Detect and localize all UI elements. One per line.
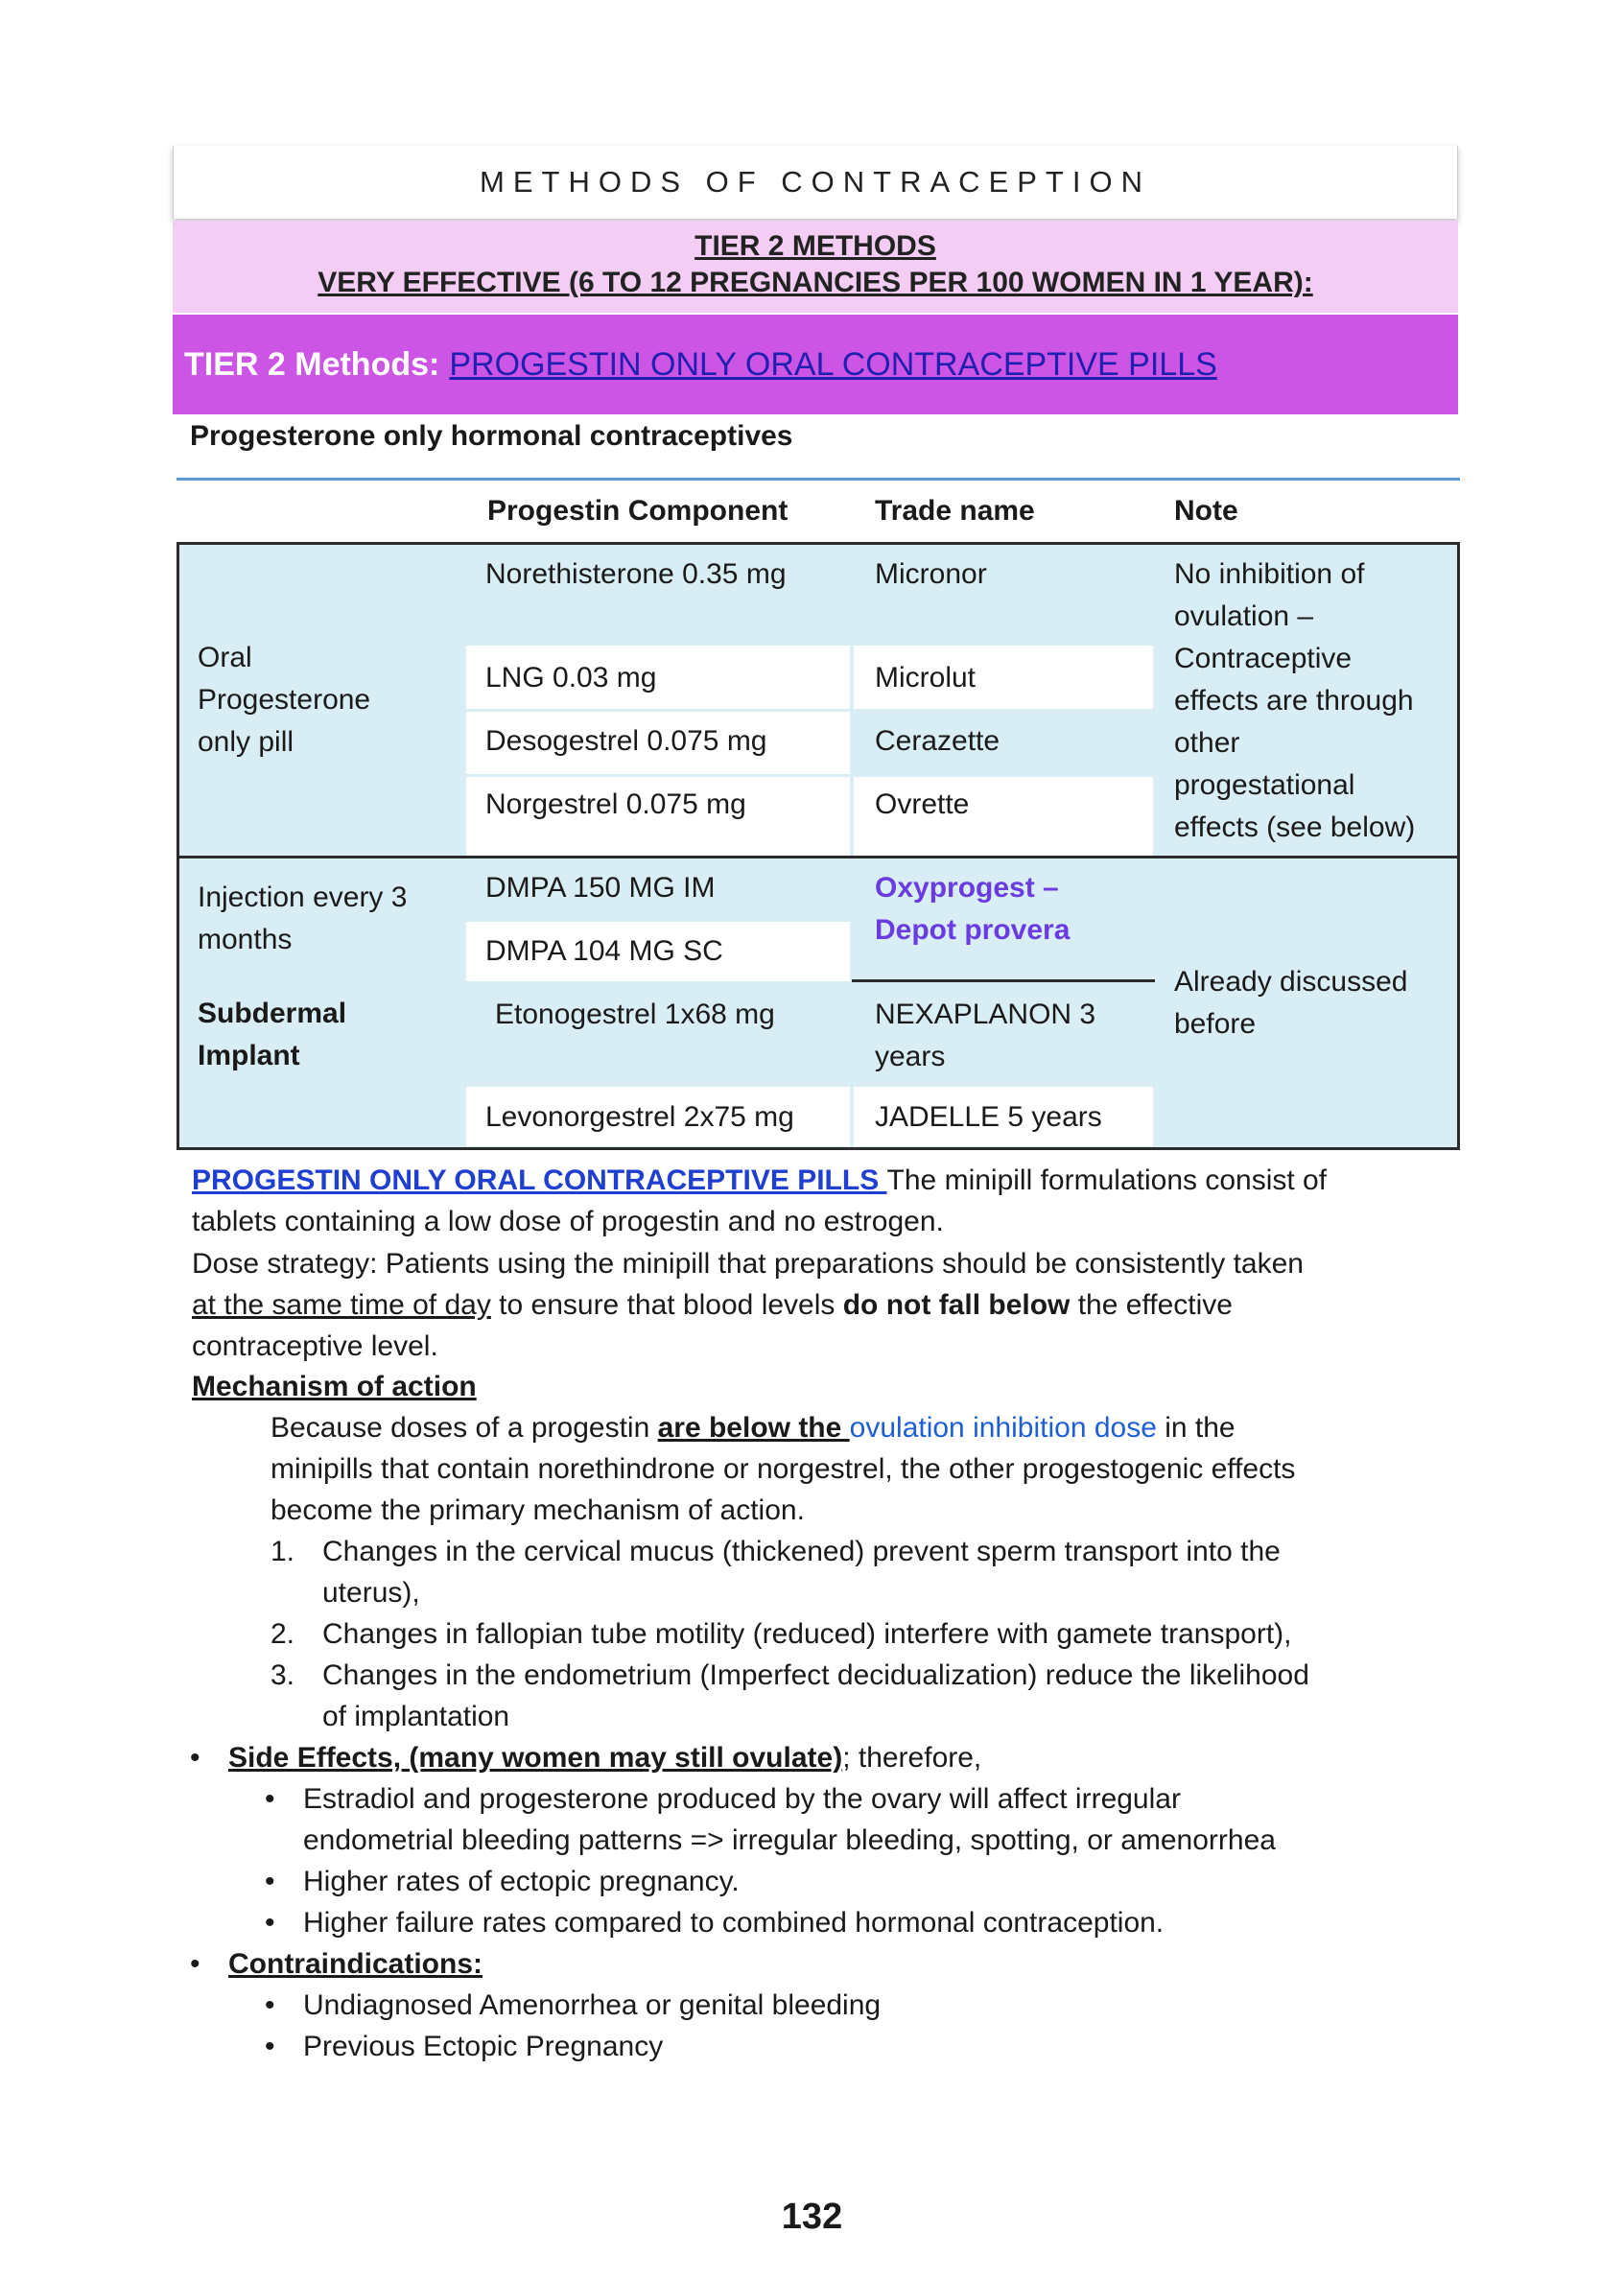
section-subheading: Progesterone only hormonal contraceptives bbox=[190, 420, 793, 452]
table-row: Norgestrel 0.075 mg bbox=[485, 788, 746, 820]
list-item-number: 2. bbox=[271, 1618, 295, 1650]
list-item: Estradiol and progesterone produced by the ovary will affect irregular endometrial bleeding patterns => irregular bleeding, spotting, or amenorrhea bbox=[303, 1783, 1276, 1856]
method-band-prefix: TIER 2 Methods: bbox=[184, 345, 440, 383]
bullet-icon: • bbox=[190, 1742, 200, 1774]
table-row: LNG 0.03 mg bbox=[485, 662, 657, 694]
group-label-injection: Injection every 3 months bbox=[198, 882, 408, 955]
divider bbox=[177, 478, 1460, 481]
mechanism-paragraph: Because doses of a progestin are below the ovulation inhibition dose in the minipills that contain norethindrone or norgestrel, the other progestogenic effects become the primary mechanism of action. bbox=[271, 1412, 1296, 1526]
header-box bbox=[173, 146, 1458, 219]
list-item-number: 1. bbox=[271, 1536, 295, 1567]
trade-name-injection: Oxyprogest – Depot provera bbox=[875, 872, 1071, 946]
table-row: Levonorgestrel 2x75 mg bbox=[485, 1101, 794, 1133]
list-item: Changes in the endometrium (Imperfect decidualization) reduce the likelihood of implantation bbox=[322, 1659, 1309, 1732]
col-header-note: Note bbox=[1174, 495, 1238, 527]
intro-link[interactable]: PROGESTIN ONLY ORAL CONTRACEPTIVE PILLS bbox=[192, 1164, 887, 1196]
tier-band bbox=[173, 221, 1458, 313]
note-other: Already discussed before bbox=[1174, 966, 1408, 1040]
bullet-icon: • bbox=[265, 1866, 275, 1897]
contraindications-heading: Contraindications: bbox=[228, 1948, 483, 1980]
list-item: Higher failure rates compared to combined hormonal contraception. bbox=[303, 1907, 1165, 1939]
trade-name: NEXAPLANON 3 years bbox=[875, 999, 1096, 1072]
col-header-component: Progestin Component bbox=[487, 495, 788, 527]
method-band-link[interactable]: PROGESTIN ONLY ORAL CONTRACEPTIVE PILLS bbox=[449, 345, 1217, 383]
list-item-number: 3. bbox=[271, 1659, 295, 1691]
list-item: Higher rates of ectopic pregnancy. bbox=[303, 1866, 740, 1897]
col-header-trade: Trade name bbox=[875, 495, 1035, 527]
bullet-icon: • bbox=[265, 1783, 275, 1815]
table-row: DMPA 104 MG SC bbox=[485, 935, 723, 967]
bullet-icon: • bbox=[265, 1907, 275, 1939]
trade-name: Ovrette bbox=[875, 788, 970, 820]
tier-effectiveness: VERY EFFECTIVE (6 TO 12 PREGNANCIES PER 100 WOMEN IN 1 YEAR): bbox=[318, 267, 1313, 298]
intro-paragraph: PROGESTIN ONLY ORAL CONTRACEPTIVE PILLS The minipill formulations consist of tablets containing a low dose of progestin and no estrogen. bbox=[192, 1164, 1328, 1237]
list-item: Changes in fallopian tube motility (reduced) interfere with gamete transport), bbox=[322, 1618, 1292, 1650]
note-oral: No inhibition of ovulation – Contraceptive effects are through other progestational effects (see below) bbox=[1174, 558, 1416, 843]
list-item: Undiagnosed Amenorrhea or genital bleeding bbox=[303, 1989, 882, 2021]
trade-name: Cerazette bbox=[875, 725, 1000, 757]
table-row: Norethisterone 0.35 mg bbox=[485, 558, 787, 590]
mechanism-heading: Mechanism of action bbox=[192, 1371, 477, 1402]
page-number: 132 bbox=[781, 2197, 843, 2237]
bullet-icon: • bbox=[265, 1989, 275, 2021]
method-band bbox=[173, 315, 1458, 414]
bullet-icon: • bbox=[190, 1948, 200, 1980]
side-effects-heading: Side Effects, (many women may still ovulate); therefore, bbox=[228, 1742, 982, 1774]
table-row: Desogestrel 0.075 mg bbox=[485, 725, 767, 757]
running-title: METHODS OF CONTRACEPTION bbox=[480, 165, 1151, 199]
bullet-icon: • bbox=[265, 2031, 275, 2062]
trade-name: Microlut bbox=[875, 662, 977, 694]
group-divider bbox=[177, 856, 1460, 858]
trade-name: JADELLE 5 years bbox=[875, 1101, 1102, 1133]
table-row: Etonogestrel 1x68 mg bbox=[495, 999, 775, 1030]
trade-divider bbox=[852, 979, 1155, 982]
tier-heading: TIER 2 METHODS bbox=[694, 230, 936, 262]
list-item: Previous Ectopic Pregnancy bbox=[303, 2031, 664, 2062]
group-label-implant: Subdermal Implant bbox=[198, 998, 347, 1071]
trade-name: Micronor bbox=[875, 558, 987, 590]
group-label-oral: Oral Progesterone only pill bbox=[198, 642, 371, 758]
table-row: DMPA 150 MG IM bbox=[485, 872, 716, 904]
list-item: Changes in the cervical mucus (thickened) prevent sperm transport into the uterus), bbox=[322, 1536, 1281, 1609]
dose-strategy: Dose strategy: Patients using the minipill that preparations should be consistently taken at the same time of day to ensure that blood levels do not fall below the effective contraceptive level. bbox=[192, 1248, 1304, 1362]
